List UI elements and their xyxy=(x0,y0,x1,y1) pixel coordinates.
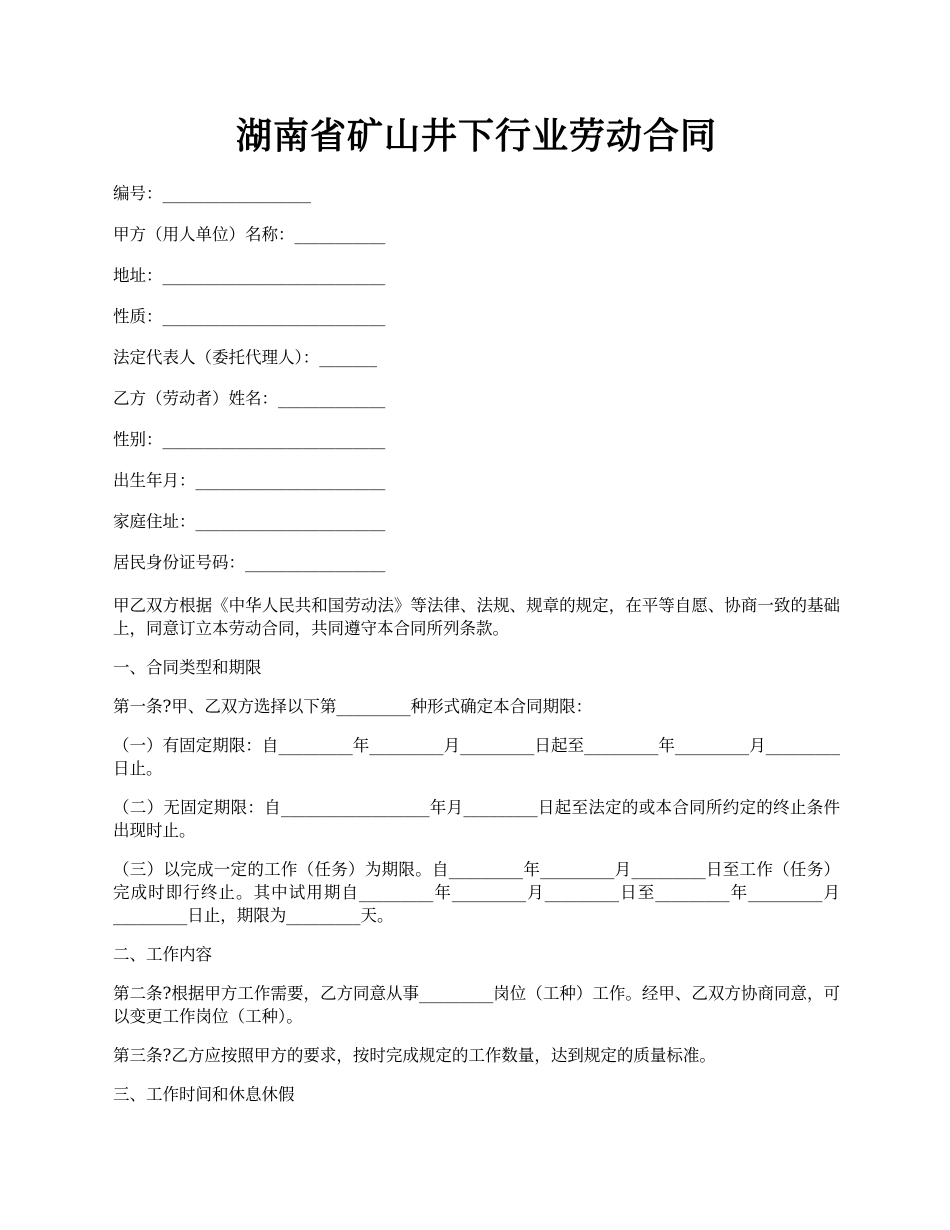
article-3: 第三条?乙方应按照甲方的要求，按时完成规定的工作数量，达到规定的质量标准。 xyxy=(113,1046,716,1065)
section-heading-working-hours: 三、工作时间和休息休假 xyxy=(113,1085,295,1104)
field-legal-representative: 法定代表人（委托代理人）：_______ xyxy=(113,348,377,367)
contract-body xyxy=(113,594,840,1122)
article-2: 第二条?根据甲方工作需要，乙方同意从事_________岗位（工种）工作。经甲、乙双方协商同意，可以变更工作岗位（工种）。 xyxy=(113,984,840,1026)
term-option-task-based: （三）以完成一定的工作（任务）为期限。自_________年_________月_________日至工作（任务）完成时即行终止。其中试用期自_________年_________月_________日至_________年_________月_________日止，期限为_________天。 xyxy=(113,860,840,925)
section-heading-contract-type: 一、合同类型和期限 xyxy=(113,658,262,677)
section-heading-work-content: 二、工作内容 xyxy=(113,945,212,964)
field-contract-number: 编号：__________________ xyxy=(113,184,311,203)
preamble-paragraph: 甲乙双方根据《中华人民共和国劳动法》等法律、法规、规章的规定，在平等自愿、协商一致的基础上，同意订立本劳动合同，共同遵守本合同所列条款。 xyxy=(113,596,840,638)
article-1: 第一条?甲、乙双方选择以下第_________种形式确定本合同期限： xyxy=(113,697,593,716)
field-id-number: 居民身份证号码：_________________ xyxy=(113,553,386,572)
field-employee-name: 乙方（劳动者）姓名：_____________ xyxy=(113,389,386,408)
field-birth-date: 出生年月：_______________________ xyxy=(113,471,386,490)
field-home-address: 家庭住址：_______________________ xyxy=(113,512,386,531)
field-nature: 性质：___________________________ xyxy=(113,307,386,326)
term-option-unfixed: （二）无固定期限：自__________________年月_________日起至法定的或本合同所约定的终止条件出现时止。 xyxy=(113,798,840,840)
field-gender: 性别：___________________________ xyxy=(113,430,386,449)
contract-header-fields xyxy=(113,181,840,591)
field-address: 地址：___________________________ xyxy=(113,266,386,285)
term-option-fixed: （一）有固定期限：自_________年_________月_________日起至_________年_________月_________日止。 xyxy=(113,736,840,778)
field-employer-name: 甲方（用人单位）名称：___________ xyxy=(113,225,386,244)
document-title: 湖南省矿山井下行业劳动合同 xyxy=(235,115,717,157)
